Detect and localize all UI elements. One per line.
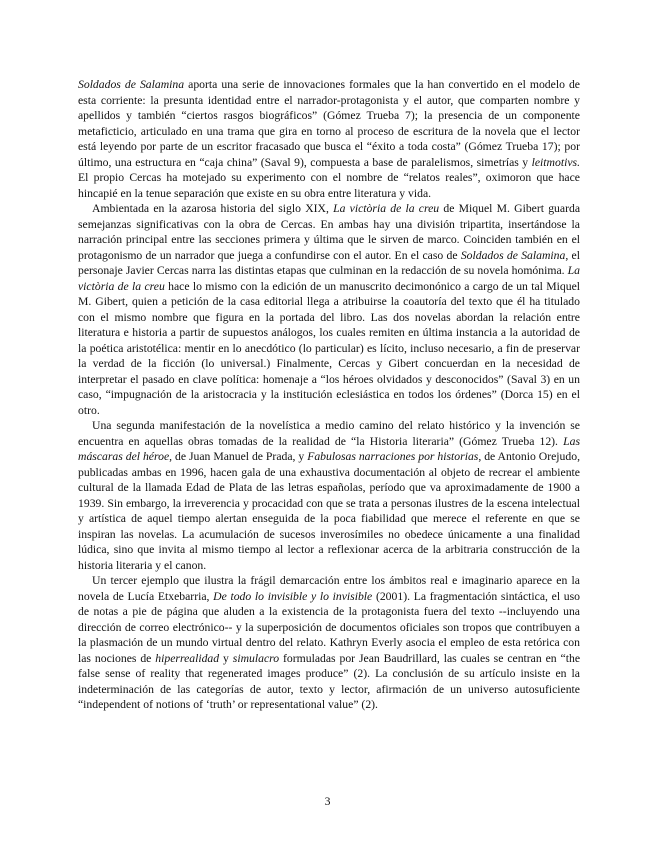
paragraph-text: El propio Cercas ha motejado su experimento con el nombre de “relatos reales”, oximoron que hace hincapié en la tenue separación que existe en su obra entre literatura y vida. [78,171,580,200]
book-title: Fabulosas narraciones por historias [307,450,479,463]
paragraph-text: Un tercer ejemplo que ilustra la frágil demarcación entre los ámbitos real e imaginario aparece en la novela de Lucía Etxebarria, [78,574,580,603]
paragraph-text: hace lo mismo con la edición de un manuscrito decimonónico a cargo de un tal Miquel M. Gibert, quien a petición de la casa editorial llega a atribuirse la coautoría del texto que él ha titulado con el mismo nombre que figura en la portada del libro. Las dos novelas abordan la relación entre literatura e historia a partir de supuestos análogos, los cuales remiten en última instancia a la autoridad de la poética aristotélica: mentir en lo anecdótico (lo particular) es lícito, incluso necesario, a fin de preservar la verdad de la ficción (lo universal.) Finalmente, Cercas y Gibert concuerdan en la necesidad de interpretar el pasado en clave política: homenaje a “los héroes olvidados y desconocidos” (Saval 3) en un caso, “impugnación de la aristocracia y la institución eclesiástica en todos los órdenes” (Dorca 15) en el otro. [78,279,581,417]
paragraph-text: y [219,651,233,665]
emphasis-term: leitmotivs. [531,155,580,169]
book-title: La victòria de la creu [333,202,440,215]
paragraph-text: de Miquel M. Gibert guarda semejanzas significativas con la obra de Cercas. En ambas hay una división tripartita, insertándose la narración principal entre las secciones primera y última que le sirven de marco. Coinciden también en el protagonismo de un narrador que juega a confundirse con el autor. En el caso de [78,202,581,262]
book-title: Soldados de Salamina [78,78,185,91]
paragraph-text: Una segunda manifestación de la novelística a medio camino del relato histórico y la invención se encuentra en aquellas obras tomadas de la realidad de “la Historia literaria” (Gómez Trueba 12). [78,419,580,448]
paragraph-text: , el personaje Javier Cercas narra las distintas etapas que culminan en la redacción de su novela homónima. [78,248,580,277]
paragraph-text: , de Antonio Orejudo, publicadas ambas en 1996, hacen gala de una exhaustiva documentación al objeto de recrear el ambiente cultural de la llamada Edad de Plata de las letras españolas, período que va aproximadamente de 1900 a 1939. Sin embargo, la irreverencia y procacidad con que se trata a personas ilustres de la escena intelectual y artística de aquel tiempo alertan enseguida de la poca fiabilidad que merece el referente en que se inspiran las novelas. La acumulación de sucesos inverosímiles no obedece únicamente a una finalidad lúdica, sino que invita al mismo tiempo al lector a reflexionar acerca de la arbitraria construcción de la historia literaria y el canon. [78,450,580,572]
emphasis-term: hiperrealidad [155,651,220,665]
book-title: Soldados de Salamina [460,248,566,262]
paragraph-text: aporta una serie de innovaciones formales que la han convertido en el modelo de esta corriente: la presunta identidad entre el narrador-protagonista y el autor, que comparten nombre y apellidos y también “ciertos rasgos biográficos” (Gómez Trueba 7); la presencia de un componente metaficticio, articulado en una trama que gira en torno al proceso de escritura de la novela que el lector está leyendo por parte de un escritor fracasado que busca el “éxito a toda costa” (Gómez Trueba 17); por último, una estructura en “caja china” (Saval 9), compuesta a base de paralelismos, simetrías y [78,78,580,169]
paragraph [78,573,580,713]
paragraph-text: , de Juan Manuel de Prada, y [169,450,308,463]
paragraph-text: (2001). La fragmentación sintáctica, el uso de notas a pie de página que aluden a la existencia de la protagonista fuera del texto --incluyendo una dirección de correo electrónico-- y la superposición de documentos oficiales son tropos que contribuyen a la plasmación de un mundo virtual dentro del relato. Kathryn Everly asocia el empleo de esta retórica con las nociones de [78,589,580,665]
paragraph [78,77,580,201]
emphasis-term: simulacro [232,651,280,665]
paragraph [78,201,580,418]
book-title: La victòria de la creu [78,264,580,293]
page-number: 3 [324,795,331,808]
paragraph-text: formuladas por Jean Baudrillard, las cuales se centran en “the false sense of reality that regenerated images produce” (2). La conclusión de su artículo insiste en la indeterminación de las categorías de autor, texto y lector, afirmación de un universo autosuficiente “independent of notions of ‘truth’ or representational value” (2). [78,651,581,711]
paragraph [78,418,580,573]
book-title: Las máscaras del héroe [78,434,580,463]
book-title: De todo lo invisible y lo invisible [213,589,373,603]
document-body [78,77,580,713]
paragraph-text: Ambientada en la azarosa historia del siglo XIX, [92,202,334,215]
